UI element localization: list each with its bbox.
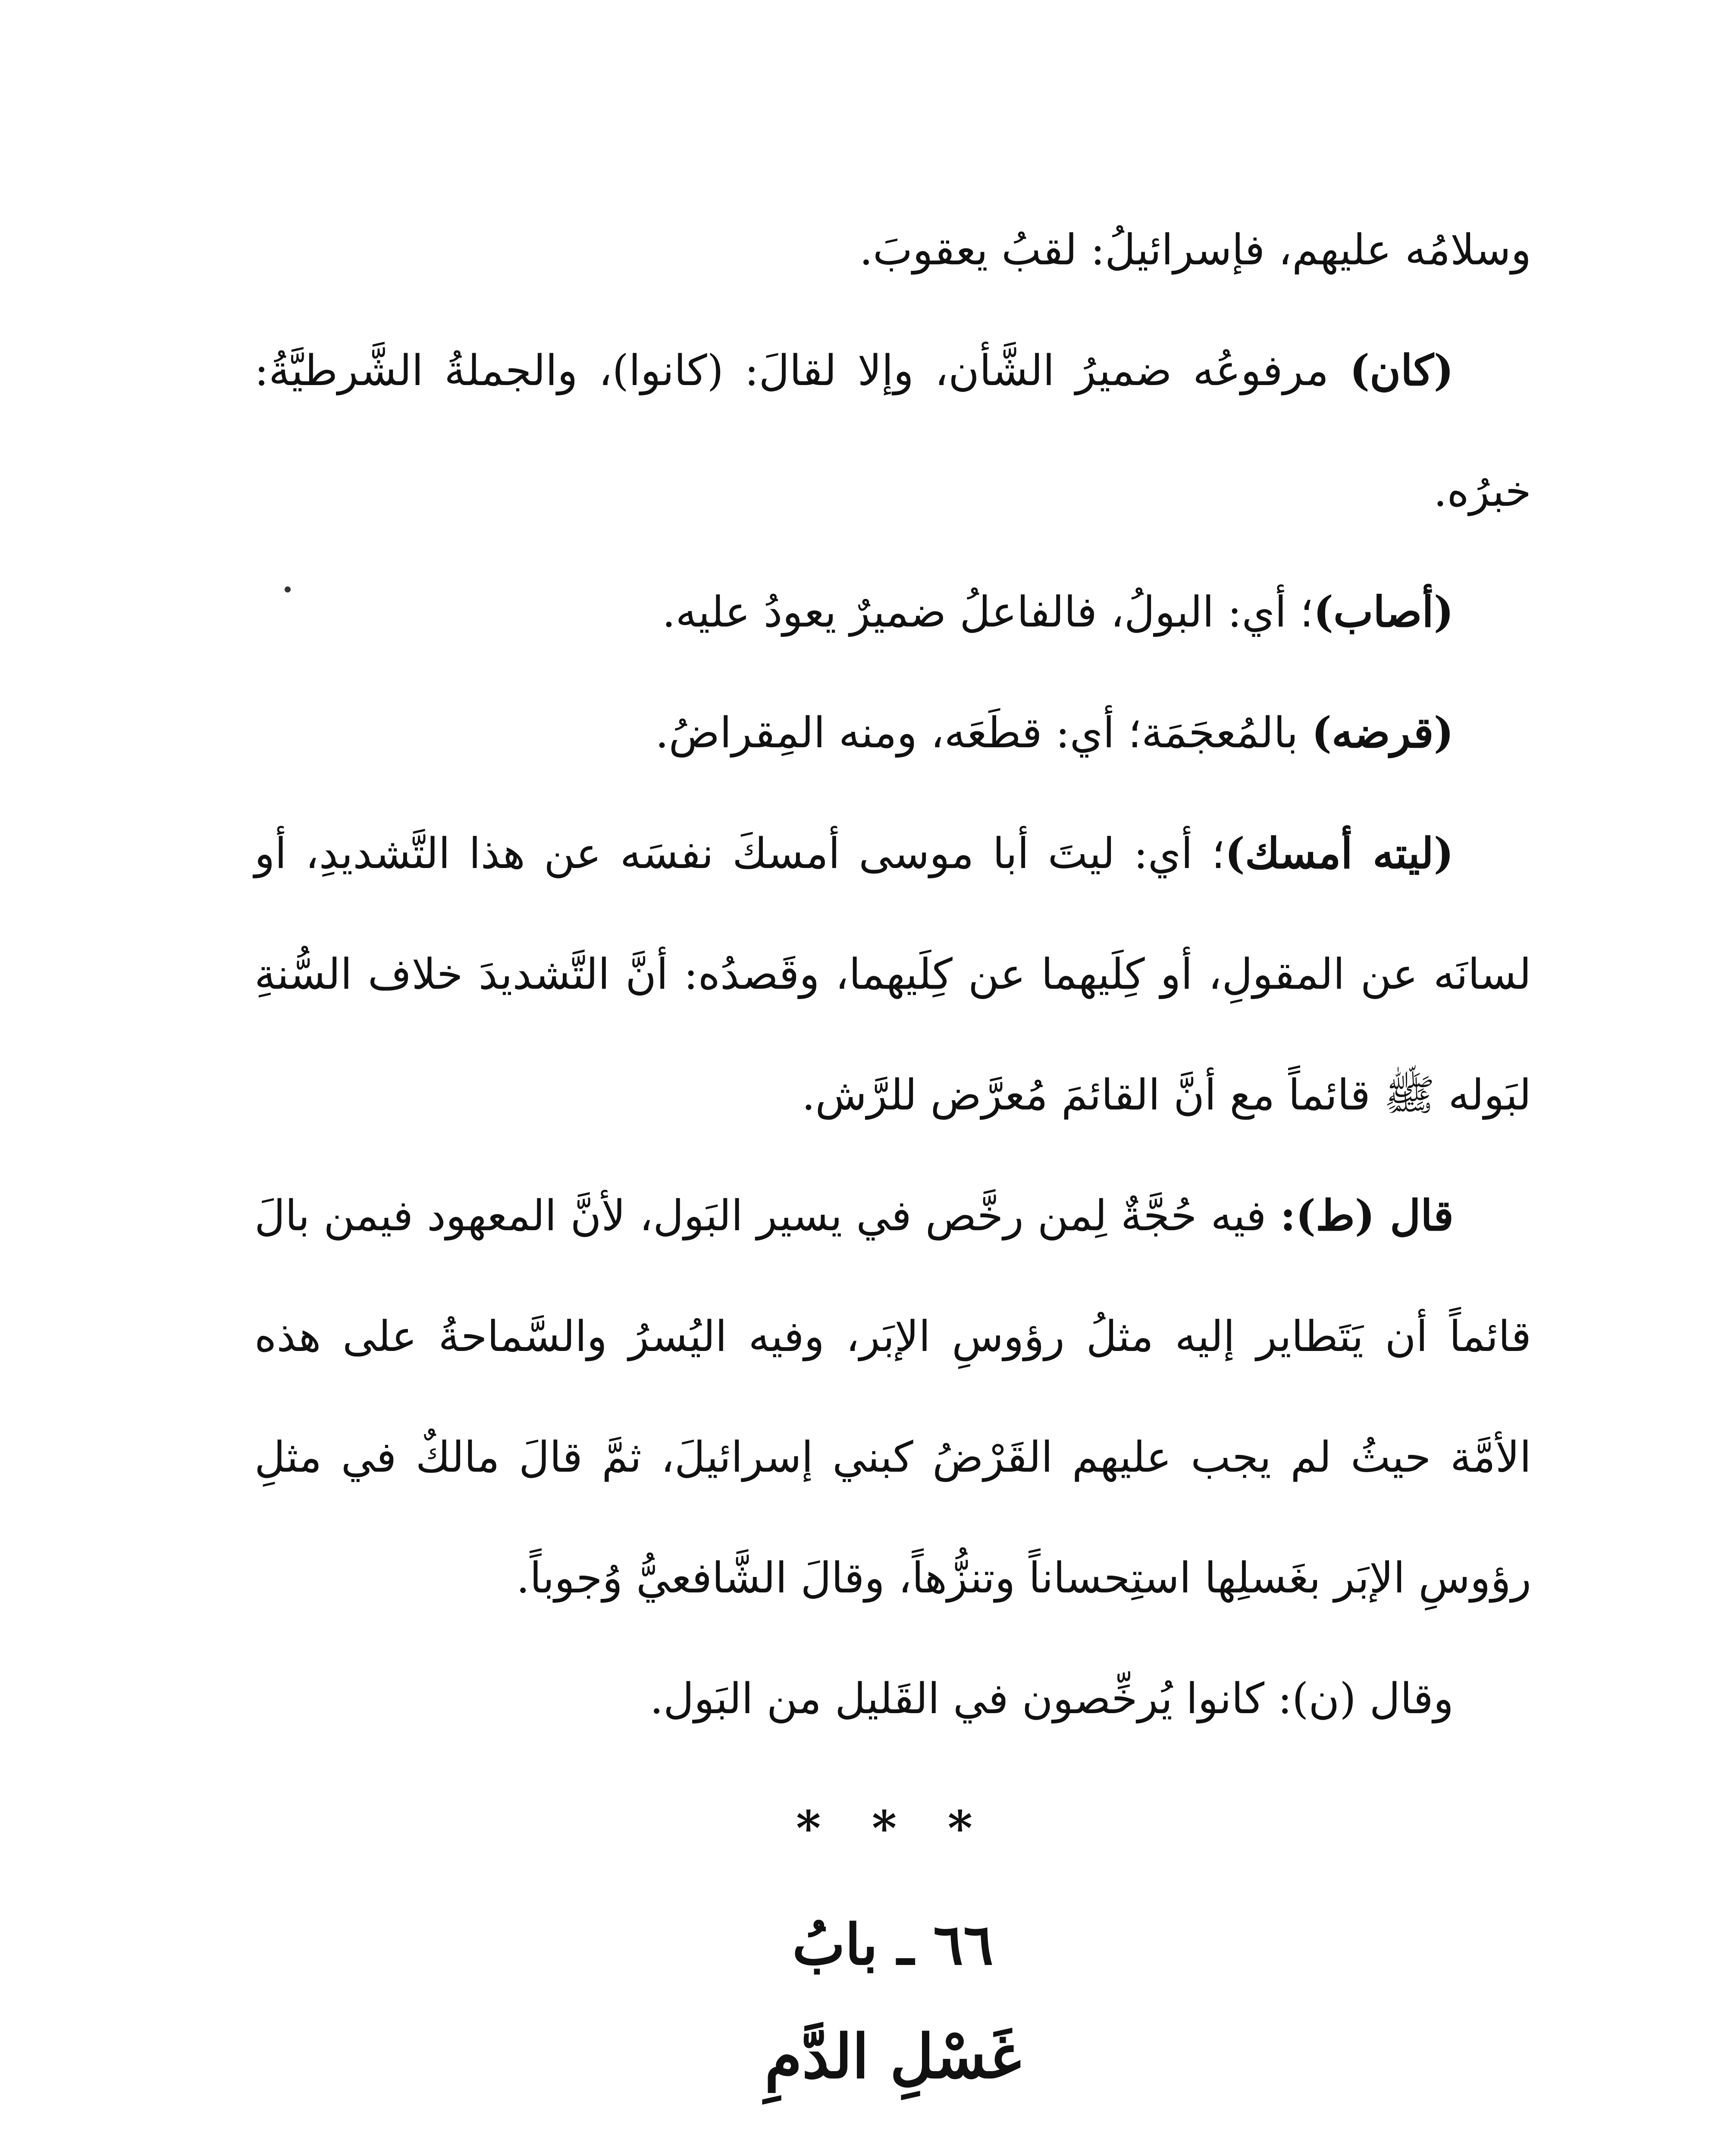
- paragraph: [254, 552, 1531, 673]
- paragraph-head: قال (ط):: [1280, 1191, 1454, 1241]
- paragraph-body: ؛ أي: ليتَ أبا موسى أمسكَ نفسَه عن هذا التَّشديدِ، أو لسانَه عن المقولِ، أو كِلَيهما عن كِلَيهما، وقَصدُه: أنَّ التَّشديدَ خلاف السُّنةِ لبَوله ﷺ قائماً مع أنَّ القائمَ مُعرَّض للرَّش.: [254, 829, 1531, 1120]
- paragraph-body: وقال (ن): كانوا يُرخِّصون في القَليل من البَول.: [649, 1674, 1454, 1724]
- chapter-number: ٦٦ ـ بابُ: [792, 1912, 994, 1977]
- paragraph: [254, 310, 1531, 552]
- section-separator: * * *: [796, 1800, 990, 1856]
- paragraph-head: (ليته أمسك): [1225, 829, 1454, 878]
- paragraph-head: (أصاب): [1313, 587, 1454, 637]
- paragraph: [254, 793, 1531, 1156]
- paragraph: [254, 673, 1531, 793]
- paragraph: [254, 190, 1531, 310]
- paragraph: [254, 1639, 1531, 1759]
- text-block: [254, 190, 1531, 2156]
- paragraph-body: ؛ أي: البولُ، فالفاعلُ ضميرٌ يعودُ عليه.: [662, 588, 1314, 637]
- paragraph-body: بالمُعجَمَة؛ أي: قطَعَه، ومنه المِقراضُ.: [655, 708, 1312, 758]
- paragraph-head: (قرضه): [1311, 708, 1454, 758]
- paragraph-head: (كان): [1349, 346, 1454, 395]
- paragraph-body: وسلامُه عليهم، فإسرائيلُ: لقبُ يعقوبَ.: [859, 226, 1531, 275]
- paragraph-body: فيه حُجَّةٌ لِمن رخَّص في يسير البَول، لأنَّ المعهود فيمن بالَ قائماً أن يَتَطاير إليه مثلُ رؤوسِ الإبَر، وفيه اليُسرُ والسَّماحةُ على هذه الأمَّة حيثُ لم يجب عليهم القَرْضُ كبني إسرائيلَ، ثمَّ قالَ مالكٌ في مثلِ رؤوسِ الإبَر بغَسلِها استِحساناً وتنزُّهاً، وقالَ الشَّافعيُّ وُجوباً.: [254, 1191, 1531, 1603]
- paragraph: [254, 1156, 1531, 1639]
- paragraph-body: مرفوعُه ضميرُ الشَّأن، وإلا لقالَ: (كانوا)، والجملةُ الشَّرطيَّةُ: خبرُه.: [254, 346, 1531, 516]
- chapter-title: غَسْلِ الدَّمِ: [765, 2021, 1021, 2092]
